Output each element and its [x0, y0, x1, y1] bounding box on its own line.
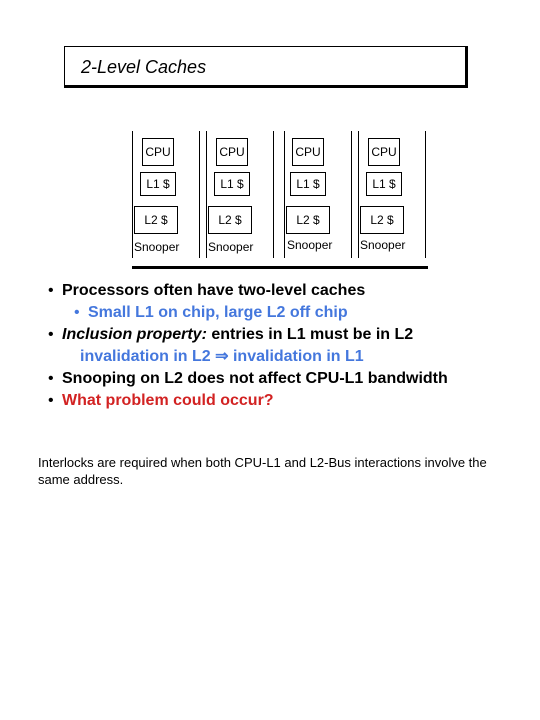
- l2-label: L2 $: [144, 213, 168, 227]
- sub-bullet-item: [48, 302, 518, 324]
- l1-cache-box-1: [140, 172, 176, 196]
- l1-cache-box-2: [214, 172, 250, 196]
- bullet-dot: •: [48, 326, 54, 343]
- cpu-label: CPU: [371, 145, 397, 159]
- bullet-continuation: [48, 346, 518, 368]
- snooper-label-1: Snooper: [134, 240, 180, 254]
- l2-cache-box-4: [360, 206, 404, 234]
- snooper-label-3: Snooper: [287, 238, 333, 252]
- l2-label: L2 $: [370, 213, 394, 227]
- cpu-label: CPU: [219, 145, 245, 159]
- bullet-text: invalidation in L2 ⇒ invalidation in L1: [80, 348, 364, 365]
- l1-label: L1 $: [220, 177, 244, 191]
- bullet-question: What problem could occur?: [62, 392, 274, 409]
- snooper-label-2: Snooper: [208, 240, 254, 254]
- l1-cache-box-4: [366, 172, 402, 196]
- l2-label: L2 $: [296, 213, 320, 227]
- bullet-item: [48, 280, 518, 302]
- cpu-box-1: [142, 138, 174, 166]
- bullet-dot: •: [48, 282, 54, 299]
- bullet-list: [48, 280, 518, 412]
- cpu-box-3: [292, 138, 324, 166]
- bullet-text: entries in L1 must be in L2: [206, 326, 414, 343]
- bullet-text: Processors often have two-level caches: [62, 282, 366, 299]
- bullet-item: [48, 324, 518, 346]
- bullet-text: Snooping on L2 does not affect CPU-L1 bandwidth: [62, 370, 448, 387]
- cpu-label: CPU: [295, 145, 321, 159]
- note-text: Interlocks are required when both CPU-L1 and L2-Bus interactions involve the same address.: [38, 455, 487, 487]
- cache-diagram: [0, 0, 540, 280]
- bullet-dot: •: [48, 370, 54, 387]
- snooper-label-4: Snooper: [360, 238, 406, 252]
- cpu-box-4: [368, 138, 400, 166]
- l2-cache-box-2: [208, 206, 252, 234]
- l1-label: L1 $: [146, 177, 170, 191]
- l1-cache-box-3: [290, 172, 326, 196]
- l2-cache-box-1: [134, 206, 178, 234]
- bullet-emphasis: Inclusion property:: [62, 326, 207, 343]
- bullet-dot: •: [48, 392, 54, 409]
- cpu-label: CPU: [145, 145, 171, 159]
- l2-label: L2 $: [218, 213, 242, 227]
- bullet-item: [48, 390, 518, 412]
- l1-label: L1 $: [296, 177, 320, 191]
- bullet-dot: •: [74, 304, 80, 321]
- cpu-box-2: [216, 138, 248, 166]
- l2-cache-box-3: [286, 206, 330, 234]
- bullet-item: [48, 368, 518, 390]
- bullet-text: Small L1 on chip, large L2 off chip: [88, 304, 348, 321]
- system-bus: [132, 266, 428, 269]
- slide-title: 2-Level Caches: [81, 57, 207, 77]
- l1-label: L1 $: [372, 177, 396, 191]
